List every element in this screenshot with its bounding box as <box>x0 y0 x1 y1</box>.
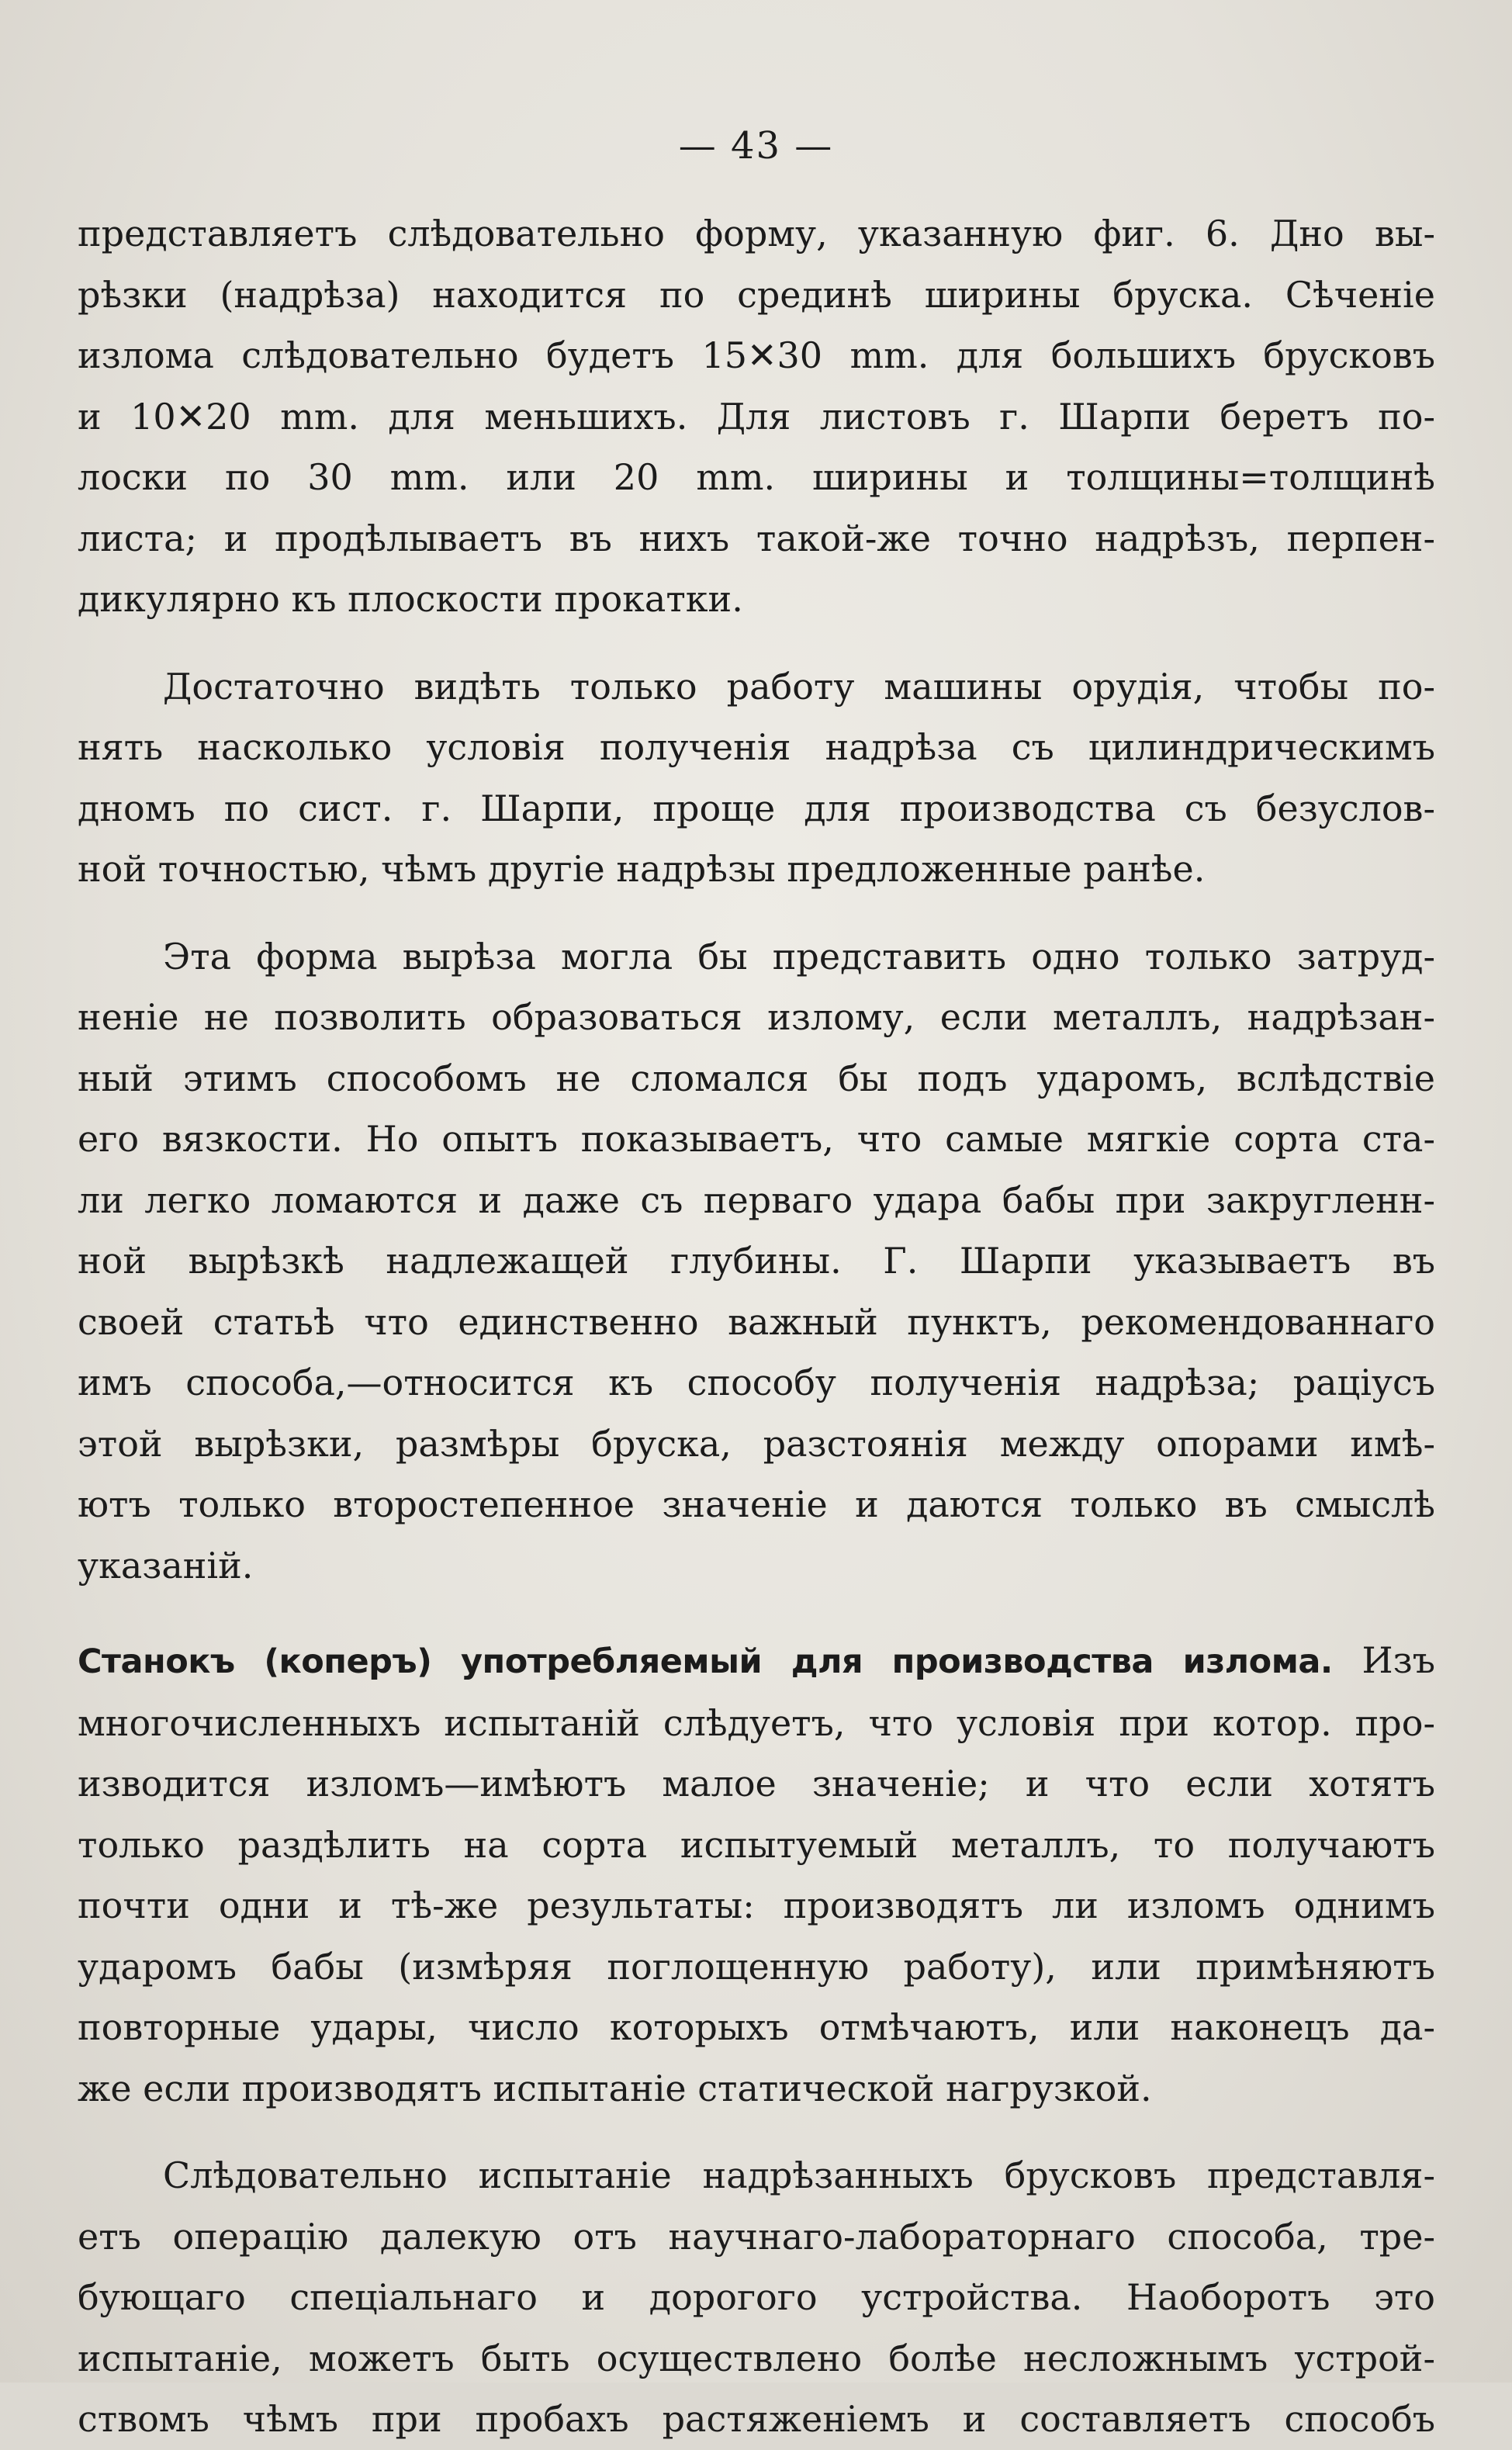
text-line: етъ операцію далекую отъ научнаго-лабораторнаго способа, тре- <box>78 2215 1435 2258</box>
body-text <box>78 203 1435 2450</box>
text-line: же если производятъ испытаніе статической нагрузкой. <box>78 2067 1152 2109</box>
text-line: ной точностью, чѣмъ другіе надрѣзы предложенные ранѣе. <box>78 848 1206 890</box>
text-line: почти одни и тѣ-же результаты: производятъ ли изломъ однимъ <box>78 1884 1435 1926</box>
text-line: нять насколько условія полученія надрѣза съ цилиндрическимъ <box>78 726 1435 768</box>
text-line: его вязкости. Но опытъ показываетъ, что самые мягкіе сорта ста- <box>78 1118 1435 1160</box>
heading-line-rest: Изъ <box>1361 1639 1435 1681</box>
text-line: ютъ только второстепенное значеніе и даются только въ смыслѣ <box>78 1483 1435 1525</box>
page-number: — 43 — <box>678 124 834 168</box>
text-line: излома слѣдовательно будетъ 15✕30 mm. для большихъ брусковъ <box>78 334 1435 376</box>
text-line: ли легко ломаются и даже съ перваго удара бабы при закругленн- <box>78 1178 1435 1221</box>
text-line: только раздѣлить на сорта испытуемый металлъ, то получаютъ <box>78 1823 1435 1866</box>
text-line: неніе не позволить образоваться излому, если металлъ, надрѣзан- <box>78 996 1435 1038</box>
text-line: ной вырѣзкѣ надлежащей глубины. Г. Шарпи указываетъ въ <box>78 1240 1435 1282</box>
section-heading: Станокъ (коперъ) употребляемый для производства излома. <box>78 1642 1333 1681</box>
text-line: дикулярно къ плоскости прокатки. <box>78 578 743 620</box>
paragraph-5 <box>78 2145 1435 2450</box>
text-line: ствомъ чѣмъ при пробахъ растяженіемъ и составляетъ способъ <box>78 2398 1435 2440</box>
text-line: ударомъ бабы (измѣряя поглощенную работу), или примѣняютъ <box>78 1945 1435 1988</box>
text-line: рѣзки (надрѣза) находится по срединѣ ширины бруска. Сѣченіе <box>78 273 1435 316</box>
text-line: Достаточно видѣть только работу машины орудія, чтобы по- <box>163 665 1435 708</box>
text-line: испытаніе, можетъ быть осуществлено болѣе несложнымъ устрой- <box>78 2337 1435 2379</box>
text-line: этой вырѣзки, размѣры бруска, разстоянія между опорами имѣ- <box>78 1422 1435 1465</box>
text-line: Слѣдовательно испытаніе надрѣзанныхъ брусковъ представля- <box>163 2154 1435 2196</box>
text-line <box>78 1630 1435 1693</box>
text-line: многочисленныхъ испытаній слѣдуетъ, что условія при котор. про- <box>78 1701 1435 1744</box>
paragraph-4 <box>78 1630 1435 2119</box>
text-line: дномъ по сист. г. Шарпи, проще для производства съ безуслов- <box>78 787 1435 829</box>
text-line: листа; и продѣлываетъ въ нихъ такой-же точно надрѣзъ, перпен- <box>78 517 1435 559</box>
text-line: лоски по 30 mm. или 20 mm. ширины и толщины=толщинѣ <box>78 456 1435 498</box>
text-line: и 10✕20 mm. для меньшихъ. Для листовъ г. Шарпи беретъ по- <box>78 395 1435 438</box>
paragraph-1 <box>78 203 1435 630</box>
text-line: повторные удары, число которыхъ отмѣчаютъ, или наконецъ да- <box>78 2006 1435 2048</box>
text-line: бующаго спеціальнаго и дорогого устройства. Наоборотъ это <box>78 2276 1435 2318</box>
paragraph-3 <box>78 926 1435 1597</box>
text-line: ный этимъ способомъ не сломался бы подъ ударомъ, вслѣдствіе <box>78 1057 1435 1099</box>
text-line: указаній. <box>78 1544 254 1587</box>
text-line: представляетъ слѣдовательно форму, указанную фиг. 6. Дно вы- <box>78 213 1435 254</box>
text-line: имъ способа,—относится къ способу полученія надрѣза; раціусъ <box>78 1362 1435 1403</box>
paragraph-2 <box>78 656 1435 900</box>
text-line: изводится изломъ—имѣютъ малое значеніе; и что если хотятъ <box>78 1763 1435 1805</box>
text-line: своей статьѣ что единственно важный пунктъ, рекомендованнаго <box>78 1300 1435 1343</box>
text-line: Эта форма вырѣза могла бы представить одно только затруд- <box>163 935 1435 978</box>
